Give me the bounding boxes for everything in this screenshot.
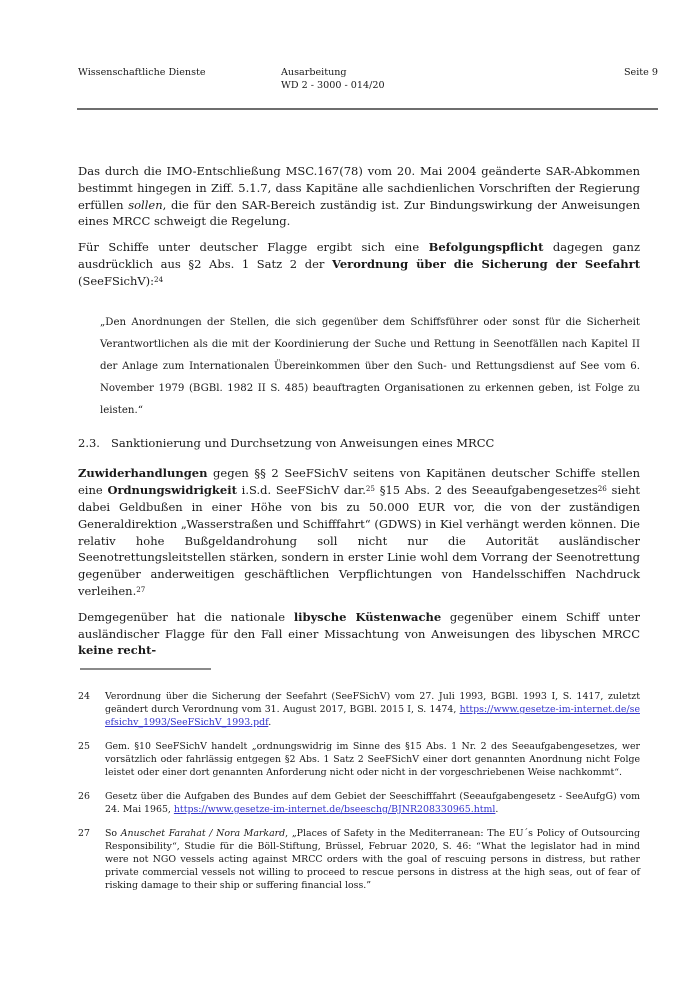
footnote-reference: 24 [154,274,164,284]
text-segment: . [268,717,272,728]
footnote-27 [78,827,640,892]
text-segment: i.S.d. SeeFSichV dar. [236,483,366,498]
text-segment: Verordnung über die Sicherung der Seefahrt [331,256,641,271]
text-segment: gegenüber einem Schiff unter ausländischer Flagge für den Fall einer Missachtung von Anweisungen des libyschen MRCC [78,609,640,641]
header-organization: Wissenschaftliche Dienste [78,67,206,78]
document-body [78,163,640,668]
footnote-number: 24 [78,691,90,702]
footnote-reference: 26 [597,483,607,493]
paragraph-befolgungspflicht [78,239,640,289]
text-segment: Zuwiderhandlungen [78,466,208,481]
text-segment: Anuschet Farahat / Nora Markard [120,828,286,839]
footnote-text [105,740,640,779]
section-title: Sanktionierung und Durchsetzung von Anweisungen eines MRCC [111,435,495,450]
footnote-text [105,827,640,892]
footnote-number: 26 [78,791,90,802]
text-segment: (SeeFSichV): [78,273,155,288]
footnote-24 [78,690,640,729]
header-page-number: Seite 9 [623,67,658,78]
text-segment: sieht dabei Geldbußen in einer Höhe von bis zu 50.000 EUR vor, die von der zuständigen Generaldirektion „Wasserstraßen und Schifffahrt“ (GDWS) in Kiel verhängt werden können. Die relativ hohe Bußgeldandrohung soll nicht nur die Autorität ausländischer Seenotrettungsleitstellen stärken, sondern in erster Linie wohl dem Vorrang der Seenotrettung gegenüber anderweitigen geschäftlichen Verpflichtungen von Handelsschiffen Nachdruck verleihen. [78,483,640,598]
header-doc-number: WD 2 - 3000 - 014/20 [281,80,385,91]
text-segment: Das durch die IMO-Entschließung MSC.167(78) vom 20. Mai 2004 geänderte SAR-Abkommen bestimmt hingegen in Ziff. 5.1.7, dass Kapitäne alle sachdienlichen Vorschriften der Regierung erfüllen [78,164,640,212]
text-segment: Gem. §10 SeeFSichV handelt „ordnungswidrig im Sinne des §15 Abs. 1 Nr. 2 des Seeaufgabengesetzes, wer vorsätzlich oder fahrlässig entgegen §2 Abs. 1 Satz 2 SeeFSichV einer dort genannten Anordnung nicht Folge leistet oder einer dort genannten Anforderung nicht oder nicht in der vorgeschriebenen Weise nachkommt“. [105,741,640,778]
text-segment: Ordnungswidrigkeit [107,483,237,498]
footnote-link[interactable]: https://www.gesetze-im-internet.de/bseeschg/BJNR208330965.html [173,804,496,815]
footnote-link[interactable]: https://www.gesetze-im-internet.de/seefsichv_1993/SeeFSichV_1993.pdf [105,704,640,728]
footnote-26 [78,790,640,816]
footnote-25 [78,740,640,779]
footnote-reference: 25 [365,483,375,493]
blockquote-seefsichv [100,312,640,423]
text-segment: Gesetz über die Aufgaben des Bundes auf dem Gebiet der Seeschifffahrt (Seeaufgabengesetz - SeeAufgG) vom 24. Mai 1965, [105,791,640,815]
text-segment: , „Places of Safety in the Mediterranean: The EU´s Policy of Outsourcing Responsibility“, Studie für die Böll-Stiftung, Brüssel, Februar 2020, S. 46: “What the legislator had in mind were not NGO vessels acting against MRCC orders with the goal of rescuing persons in distress, but rather private commercial vessels not willing to proceed to rescue persons in distress at the high seas, out of fear of risking damage to their ship or suffering financial loss.” [105,828,640,891]
section-heading-2-3 [78,435,640,452]
page-header [78,66,658,96]
text-segment: „Den Anordnungen der Stellen, die sich gegenüber dem Schiffsführer oder sonst für die Sicherheit Verantwortlichen als die mit der Koordinierung der Suche und Rettung in Seenotfällen nach Kapitel II der Anlage zum Internationalen Übereinkommen über den Such- und Rettungsdienst auf See vom 6. November 1979 (BGBl. 1982 II S. 485) beauftragten Organisationen zu erkennen geben, ist Folge zu leisten.“ [100,316,640,417]
footnote-number: 27 [78,828,90,839]
header-doc-type-line: Ausarbeitung [281,67,347,78]
text-segment: libysche Küstenwache [293,609,442,624]
header-doc-type [281,66,385,92]
text-segment: §15 Abs. 2 des Seeaufgabengesetzes [374,483,598,498]
text-segment: gegen §§ 2 SeeFSichV seitens von Kapitänen deutscher Schiffe stellen eine [78,466,640,498]
footnote-number: 25 [78,741,90,752]
text-segment: . [495,804,499,815]
section-number: 2.3. [78,435,100,450]
text-segment: dagegen ganz ausdrücklich aus §2 Abs. 1 Satz 2 der [78,240,641,271]
text-segment: Für Schiffe unter deutscher Flagge ergibt sich eine [78,240,429,255]
footnote-separator [80,668,211,670]
footnote-reference: 27 [136,584,146,594]
footnote-text [105,690,640,729]
paragraph-zuwiderhandlungen [78,465,640,599]
text-segment: Verordnung über die Sicherung der Seefahrt (SeeFSichV) vom 27. Juli 1993, BGBl. 1993 I, S. 1417, zuletzt geändert durch Verordnung vom 31. August 2017, BGBl. 2015 I, S. 1474, [105,691,640,715]
text-segment: Befolgungspflicht [428,240,544,255]
text-segment: keine recht- [78,643,157,658]
text-segment: So [105,828,121,839]
text-segment: , die für den SAR-Bereich zuständig ist. Zur Bindungswirkung der Anweisungen eines MRCC schweigt die Regelung. [78,197,640,229]
text-segment: Demgegenüber hat die nationale [78,609,294,624]
paragraph-libysche-kuestenwache [78,609,640,659]
footnotes-section [78,690,640,903]
paragraph-sar-abkommen [78,163,640,230]
text-segment: sollen [128,197,163,212]
footnote-text [105,790,640,816]
header-rule [77,108,658,110]
